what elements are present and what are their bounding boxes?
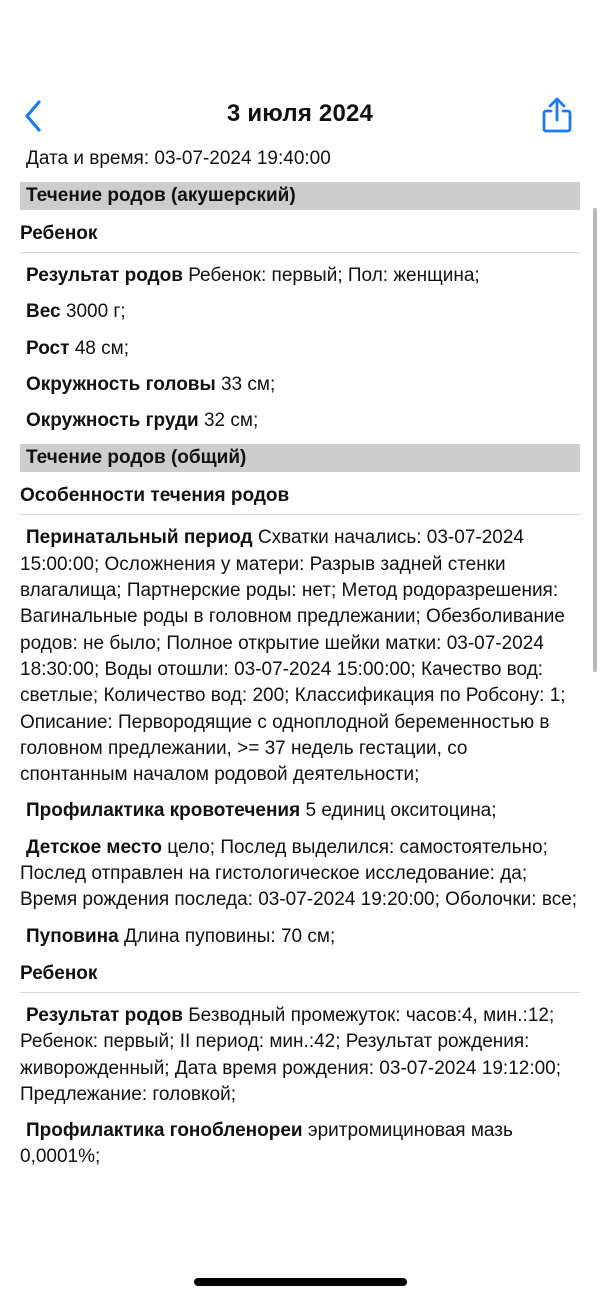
entry-perinatal-period bbox=[20, 525, 578, 788]
entry-weight bbox=[20, 299, 578, 325]
entry-value: цело; Послед выделился: самостоятельно; Послед отправлен на гистологическое исследование: да; Время рождения последа: 03-07-2024 19:20:00; Оболочки: все; bbox=[20, 836, 578, 911]
section-header-general: Течение родов (общий) bbox=[20, 444, 580, 472]
entry-birth-result bbox=[20, 1003, 578, 1108]
share-button[interactable] bbox=[540, 96, 574, 134]
entry-label: Результат родов bbox=[26, 1004, 183, 1026]
entry-value: Безводный промежуток: часов:4, мин.:12; Ребенок: первый; II период: мин.:42; Результат рождения: живорожденный; Дата время рождения: 03-07-2024 19:12:00; Предлежание: головкой; bbox=[20, 1004, 562, 1105]
entry-birth-result bbox=[20, 263, 578, 289]
entry-bleeding-prophylaxis bbox=[20, 798, 578, 824]
entry-label: Профилактика кровотечения bbox=[26, 800, 301, 822]
group-title-child: Ребенок bbox=[20, 958, 580, 993]
entry-label: Перинатальный период bbox=[26, 527, 253, 549]
entry-value: 32 см; bbox=[203, 410, 259, 432]
entry-label: Вес bbox=[26, 301, 61, 323]
entry-value: эритромициновая мазь 0,0001%; bbox=[20, 1120, 513, 1168]
page-title: 3 июля 2024 bbox=[226, 100, 374, 127]
section-header-obstetric: Течение родов (акушерский) bbox=[20, 182, 580, 210]
entry-umbilical-cord bbox=[20, 924, 578, 950]
entry-value: 5 единиц окситоцина; bbox=[305, 800, 497, 822]
entry-placenta bbox=[20, 835, 578, 914]
entry-value: 3000 г; bbox=[65, 301, 126, 323]
entry-label: Окружность головы bbox=[26, 373, 216, 395]
navigation-bar bbox=[0, 96, 600, 136]
record-datetime: Дата и время: 03-07-2024 19:40:00 bbox=[26, 148, 331, 169]
entry-label: Окружность груди bbox=[26, 410, 199, 432]
entry-label: Результат родов bbox=[26, 265, 183, 286]
entry-value: 33 см; bbox=[220, 373, 276, 395]
entry-label: Детское место bbox=[26, 836, 163, 858]
entry-label: Пуповина bbox=[26, 925, 119, 947]
entry-gonoblennorrhea-prophylaxis bbox=[20, 1118, 578, 1171]
entry-value: Ребенок: первый; Пол: женщина; bbox=[188, 265, 480, 286]
entry-height bbox=[20, 336, 578, 362]
entry-value: Схватки начались: 03-07-2024 15:00:00; Осложнения у матери: Разрыв задней стенки влагалища; Партнерские роды: нет; Метод родоразрешения: Вагинальные роды в головном предлежании; Обезболивание родов: не было; Полное открытие шейки матки: 03-07-2024 18:30:00; Воды отошли: 03-07-2024 15:00:00; Качество вод: светлые; Количество вод: 200; Классификация по Робсону: 1; Описание: Первородящие с одноплодной беременностью в головном предлежании, >= 37 недель гестации, со спонтанным началом родовой деятельности; bbox=[20, 527, 566, 786]
scroll-indicator[interactable] bbox=[593, 208, 597, 672]
entry-chest-circumference bbox=[20, 408, 578, 434]
entry-value: 48 см; bbox=[74, 337, 129, 359]
record-content[interactable] bbox=[0, 144, 600, 1246]
group-title-child: Ребенок bbox=[20, 218, 580, 253]
group-title-labor-features: Особенности течения родов bbox=[20, 480, 580, 515]
entry-value: Длина пуповины: 70 см; bbox=[124, 925, 336, 947]
share-icon bbox=[540, 96, 574, 134]
home-indicator[interactable] bbox=[194, 1278, 407, 1286]
entry-label: Профилактика гонобленореи bbox=[26, 1120, 303, 1142]
entry-label: Рост bbox=[26, 337, 70, 359]
entry-head-circumference bbox=[20, 372, 578, 398]
